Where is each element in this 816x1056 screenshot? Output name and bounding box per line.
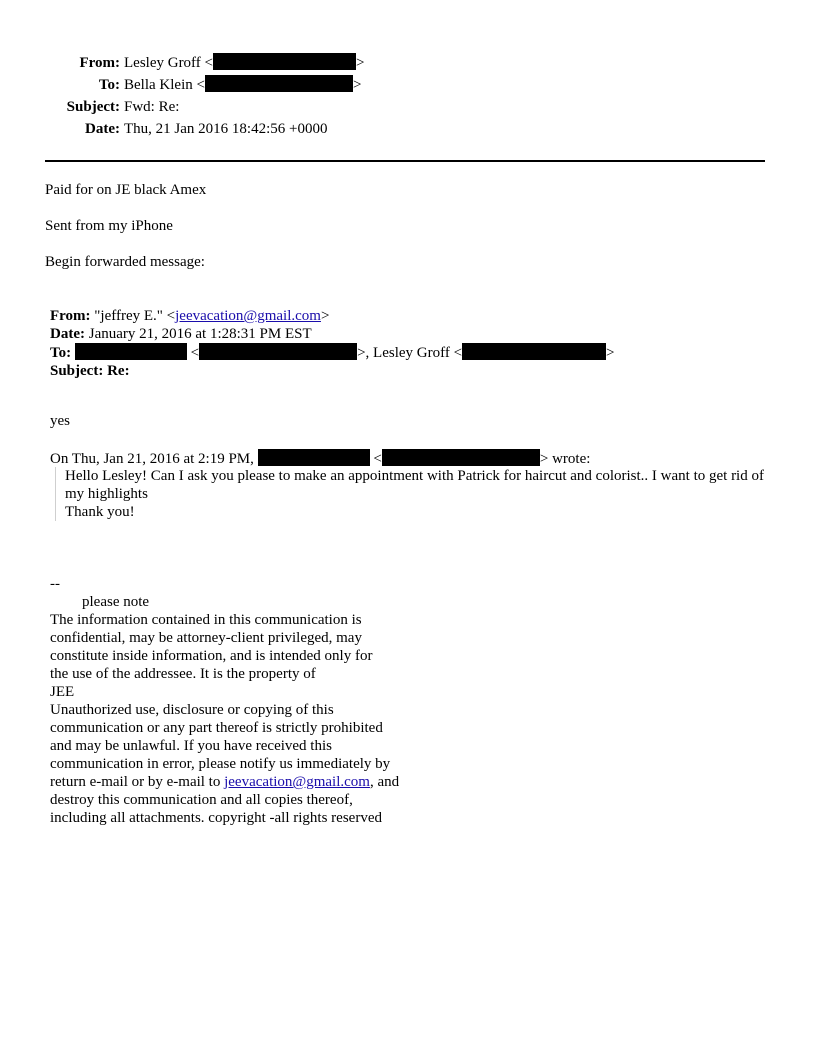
sig-line-with-email bbox=[50, 773, 470, 791]
fwd-date-row bbox=[50, 325, 770, 343]
sig-line: Unauthorized use, disclosure or copying of this bbox=[50, 702, 334, 718]
redaction-box bbox=[75, 343, 187, 360]
fwd-from-row bbox=[50, 307, 770, 325]
quote-intro-suffix: > wrote: bbox=[539, 451, 591, 467]
reply-text: yes bbox=[50, 413, 70, 429]
from-name: Lesley Groff < bbox=[124, 55, 213, 71]
date-label: Date: bbox=[85, 121, 120, 137]
fwd-to-mid: >, Lesley Groff < bbox=[357, 345, 463, 361]
from-label: From: bbox=[79, 55, 120, 71]
fwd-date-label: Date: bbox=[50, 326, 85, 342]
sig-line: and may be unlawful. If you have received this bbox=[50, 738, 332, 754]
sig-line: JEE bbox=[50, 684, 75, 700]
subject-value: Fwd: Re: bbox=[124, 99, 180, 115]
to-name: Bella Klein < bbox=[124, 77, 205, 93]
subject-label: Subject: bbox=[66, 99, 120, 115]
quote-line: Thank you! bbox=[65, 504, 135, 520]
redaction-box bbox=[258, 449, 370, 466]
fwd-date-value: January 21, 2016 at 1:28:31 PM EST bbox=[88, 326, 312, 342]
to-label: To: bbox=[98, 77, 120, 93]
fwd-to-end: > bbox=[606, 345, 615, 361]
to-value bbox=[124, 74, 361, 96]
sig-line: communication in error, please notify us immediately by bbox=[50, 756, 391, 772]
sig-email-link[interactable]: jeevacation@gmail.com bbox=[224, 774, 370, 790]
redaction-box bbox=[199, 343, 357, 360]
redaction-box bbox=[382, 449, 540, 466]
body-line-begin-forwarded: Begin forwarded message: bbox=[45, 254, 205, 270]
fwd-from-email-link[interactable]: jeevacation@gmail.com bbox=[175, 308, 321, 324]
sig-note: please note bbox=[82, 594, 150, 610]
header-to-row bbox=[0, 74, 500, 96]
sig-dash: -- bbox=[50, 576, 60, 592]
sig-line: communication or any part thereof is strictly prohibited bbox=[50, 720, 383, 736]
body-line-paid: Paid for on JE black Amex bbox=[45, 182, 207, 198]
sig-email-prefix: return e-mail or by e-mail to bbox=[50, 774, 225, 790]
sig-line: The information contained in this communication is bbox=[50, 612, 362, 628]
fwd-to-row bbox=[50, 343, 770, 362]
fwd-from-label: From: bbox=[50, 308, 91, 324]
email-header bbox=[0, 52, 500, 140]
fwd-from-name: "jeffrey E." < bbox=[94, 308, 176, 324]
from-end: > bbox=[356, 55, 365, 71]
fwd-subject-label: Subject: bbox=[50, 363, 104, 379]
sig-line: destroy this communication and all copies thereof, bbox=[50, 792, 353, 808]
from-value bbox=[124, 52, 364, 74]
body-line-sent-from: Sent from my iPhone bbox=[45, 218, 173, 234]
header-divider bbox=[45, 160, 765, 162]
forwarded-header bbox=[50, 307, 770, 380]
fwd-from-end: > bbox=[320, 308, 330, 324]
quote-line: Hello Lesley! Can I ask you please to make an appointment with Patrick for haircut and colorist.. I want to get rid of my highlights bbox=[65, 468, 764, 502]
sig-line: confidential, may be attorney-client privileged, may bbox=[50, 630, 362, 646]
fwd-to-label: To: bbox=[50, 345, 72, 361]
quoted-message bbox=[55, 467, 765, 521]
to-end: > bbox=[352, 77, 362, 93]
header-from-row bbox=[0, 52, 500, 74]
sig-line: constitute inside information, and is intended only for bbox=[50, 648, 373, 664]
fwd-subject-row bbox=[50, 362, 770, 380]
redaction-box bbox=[462, 343, 606, 360]
sig-line: including all attachments. copyright -all rights reserved bbox=[50, 810, 382, 826]
sig-email-suffix: , and bbox=[369, 774, 400, 790]
sig-line: the use of the addressee. It is the property of bbox=[50, 666, 316, 682]
header-date-row bbox=[0, 118, 500, 140]
date-value: Thu, 21 Jan 2016 18:42:56 +0000 bbox=[124, 121, 328, 137]
redaction-box bbox=[213, 53, 356, 70]
redaction-box bbox=[205, 75, 353, 92]
quote-intro bbox=[50, 449, 590, 468]
fwd-to-sep: < bbox=[186, 345, 200, 361]
quote-intro-prefix: On Thu, Jan 21, 2016 at 2:19 PM, bbox=[50, 451, 254, 467]
header-subject-row bbox=[0, 96, 500, 118]
signature-disclaimer bbox=[50, 575, 470, 827]
fwd-subject-value: Re: bbox=[107, 363, 130, 379]
quote-intro-sep: < bbox=[369, 451, 382, 467]
